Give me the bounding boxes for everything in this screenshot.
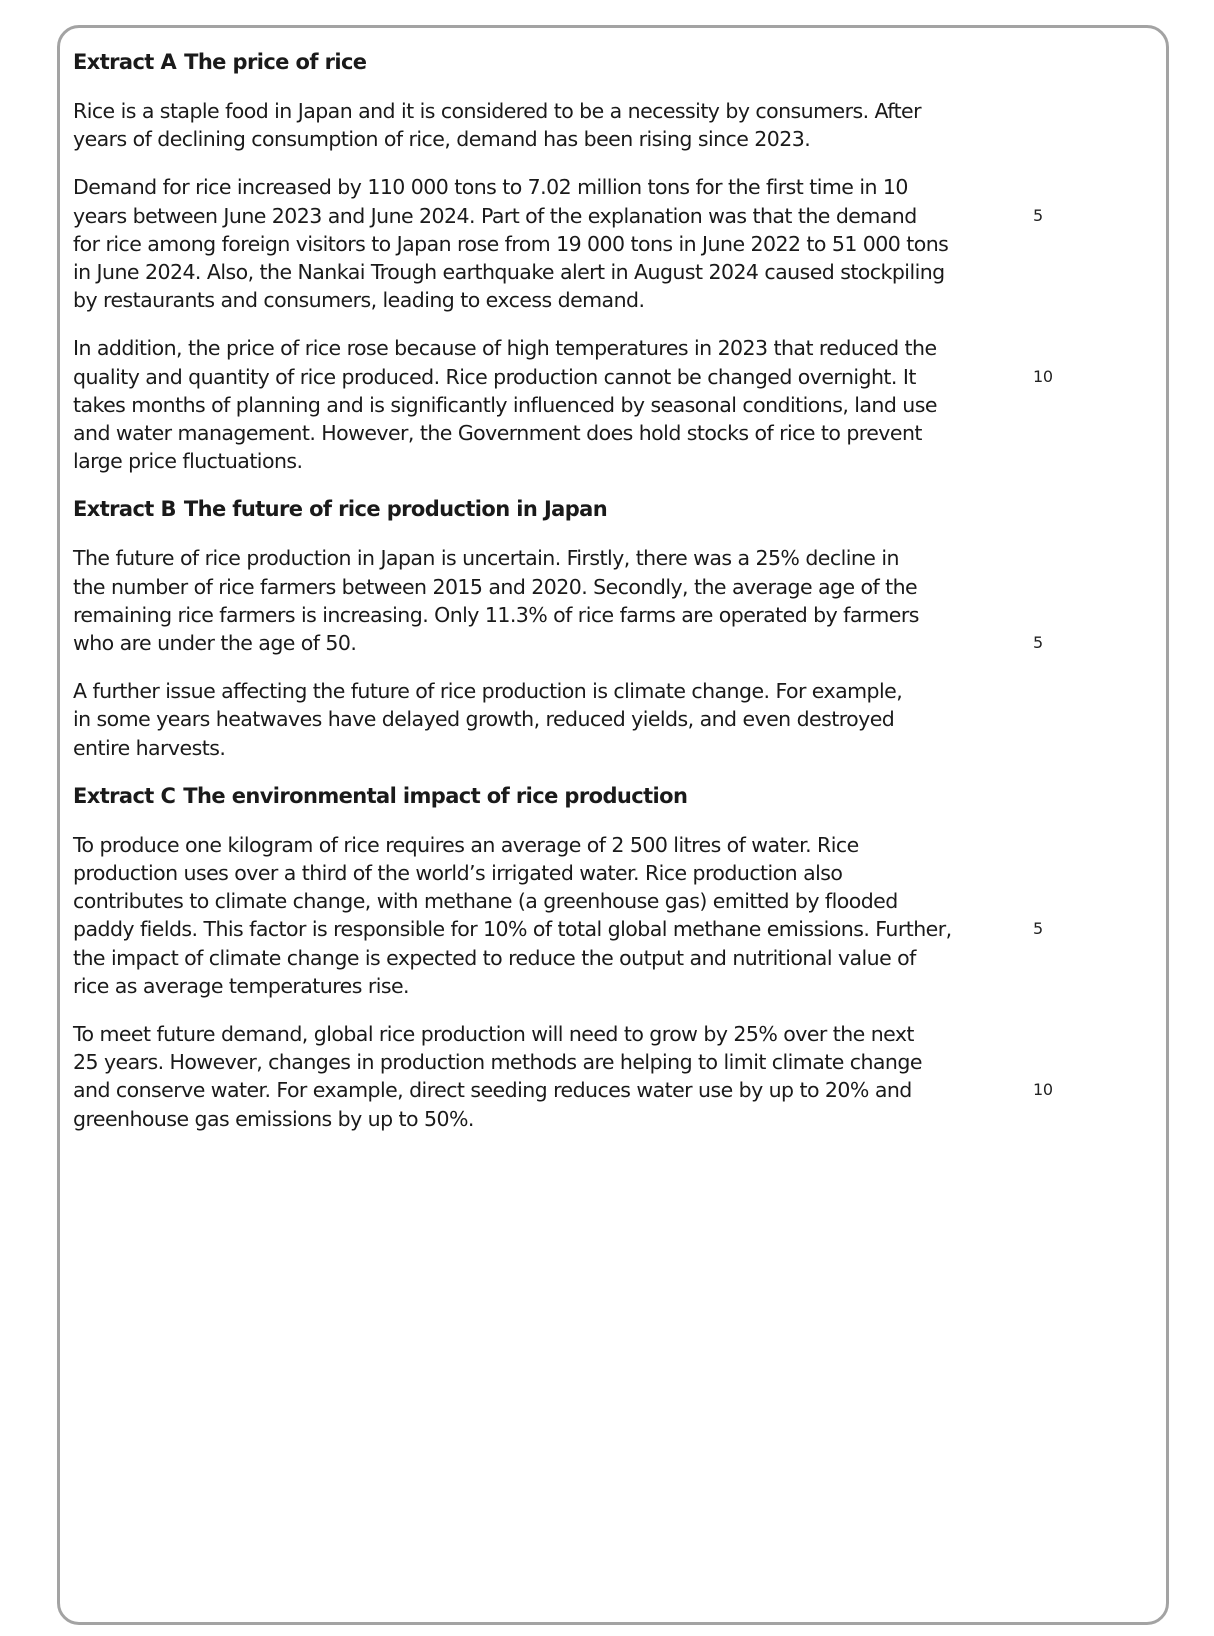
text-line: large price fluctuations. xyxy=(73,449,303,474)
text-line: rice as average temperatures rise. xyxy=(73,973,410,998)
line-number: 10 xyxy=(1033,1080,1053,1100)
text-line: in June 2024. Also, the Nankai Trough earthquake alert in August 2024 caused stockpiling xyxy=(73,260,945,285)
text-line: To meet future demand, global rice production will need to grow by 25% over the next xyxy=(73,1022,914,1047)
text-line: years between June 2023 and June 2024. Part of the explanation was that the demand xyxy=(73,203,917,228)
paragraph xyxy=(73,1020,1133,1133)
extract-title: The price of rice xyxy=(184,50,367,74)
extract-section xyxy=(73,48,1133,475)
paragraph xyxy=(73,831,1133,1000)
paragraph xyxy=(73,97,1133,153)
text-line: by restaurants and consumers, leading to excess demand. xyxy=(73,288,645,313)
text-line: the number of rice farmers between 2015 and 2020. Secondly, the average age of the xyxy=(73,574,918,599)
text-line: In addition, the price of rice rose because of high temperatures in 2023 that reduced the xyxy=(73,336,937,361)
text-line: Demand for rice increased by 110 000 tons to 7.02 million tons for the first time in 10 xyxy=(73,175,908,200)
extract-section xyxy=(73,782,1133,1133)
extract-section xyxy=(73,495,1133,761)
text-line: entire harvests. xyxy=(73,735,226,760)
line-number: 5 xyxy=(1033,919,1043,939)
extract-heading xyxy=(73,48,1133,76)
extract-label: Extract A xyxy=(73,50,177,74)
text-line: greenhouse gas emissions by up to 50%. xyxy=(73,1106,474,1131)
line-number: 10 xyxy=(1033,366,1053,386)
text-line: The future of rice production in Japan is uncertain. Firstly, there was a 25% decline in xyxy=(73,546,899,571)
paragraph xyxy=(73,173,1133,314)
text-line: for rice among foreign visitors to Japan rose from 19 000 tons in June 2022 to 51 000 tons xyxy=(73,231,949,256)
text-line: and water management. However, the Government does hold stocks of rice to prevent xyxy=(73,421,922,446)
paragraph xyxy=(73,334,1133,475)
text-line: To produce one kilogram of rice requires an average of 2 500 litres of water. Rice xyxy=(73,832,859,857)
text-line: and conserve water. For example, direct seeding reduces water use by up to 20% and xyxy=(73,1078,912,1103)
text-line: quality and quantity of rice produced. Rice production cannot be changed overnight. It xyxy=(73,364,916,389)
paragraph xyxy=(73,544,1133,657)
text-line: contributes to climate change, with methane (a greenhouse gas) emitted by flooded xyxy=(73,889,898,914)
text-line: years of declining consumption of rice, demand has been rising since 2023. xyxy=(73,127,811,152)
extract-label: Extract B xyxy=(73,497,176,522)
text-line: A further issue affecting the future of rice production is climate change. For example, xyxy=(73,679,903,704)
text-line: paddy fields. This factor is responsible for 10% of total global methane emissions. Further, xyxy=(73,917,952,942)
text-line: Rice is a staple food in Japan and it is considered to be a necessity by consumers. After xyxy=(73,99,921,123)
extracts-document xyxy=(73,48,1133,1153)
extract-title: The future of rice production in Japan xyxy=(183,497,608,522)
extract-label: Extract C xyxy=(73,783,176,808)
text-line: the impact of climate change is expected to reduce the output and nutritional value of xyxy=(73,945,916,970)
line-number: 5 xyxy=(1033,633,1043,653)
text-line: in some years heatwaves have delayed growth, reduced yields, and even destroyed xyxy=(73,707,895,732)
line-number: 5 xyxy=(1033,205,1043,225)
text-line: takes months of planning and is significantly influenced by seasonal conditions, land use xyxy=(73,392,937,417)
text-line: production uses over a third of the world’s irrigated water. Rice production also xyxy=(73,861,843,886)
text-line: who are under the age of 50. xyxy=(73,631,357,656)
extract-title: The environmental impact of rice production xyxy=(183,783,688,808)
extract-heading xyxy=(73,495,1133,523)
paragraph xyxy=(73,677,1133,762)
text-line: 25 years. However, changes in production methods are helping to limit climate change xyxy=(73,1050,922,1075)
text-line: remaining rice farmers is increasing. Only 11.3% of rice farms are operated by farmers xyxy=(73,602,919,627)
extract-heading xyxy=(73,782,1133,810)
